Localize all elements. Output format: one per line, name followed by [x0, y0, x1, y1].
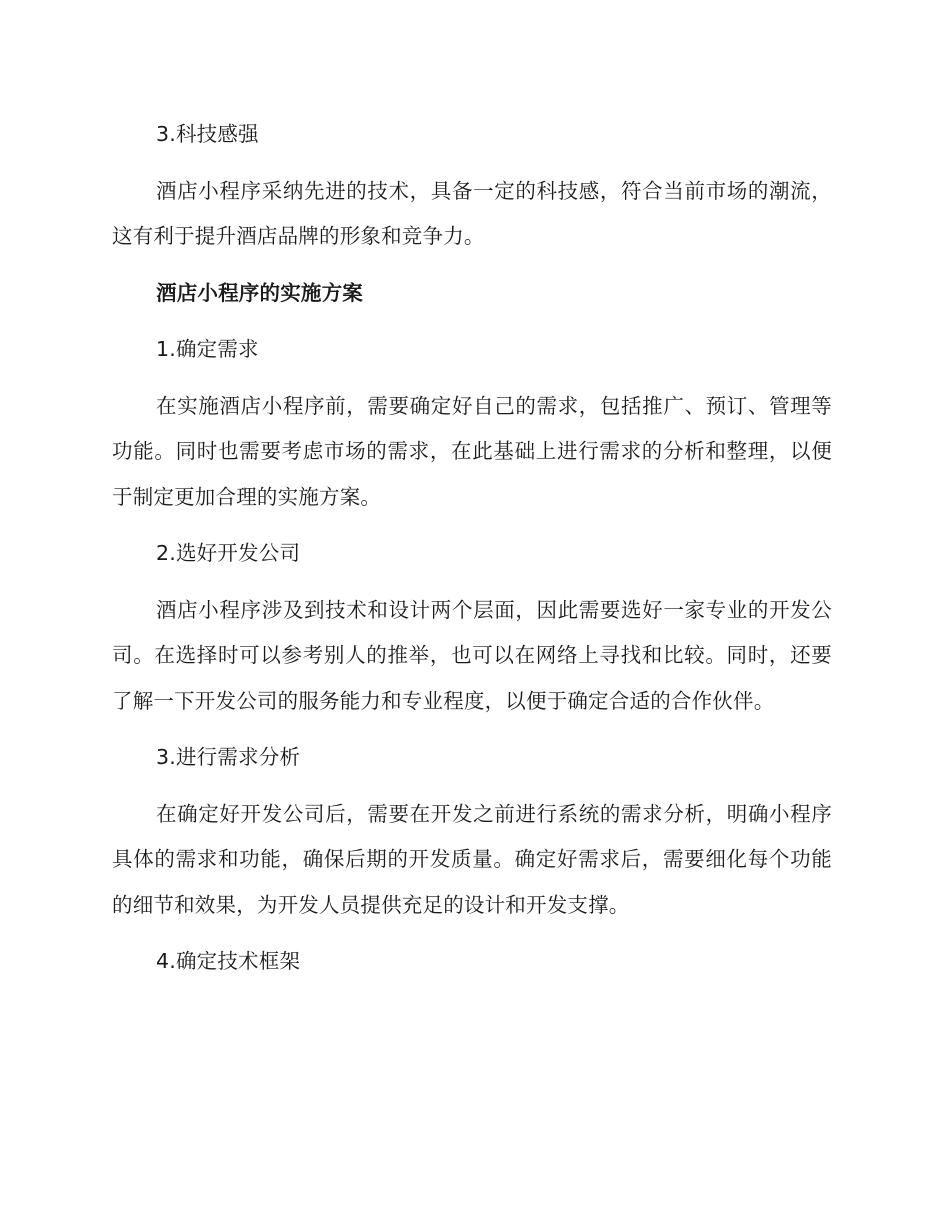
subheading-choose-developer: 2.选好开发公司: [156, 541, 301, 565]
paragraph-needs-analysis: 在确定好开发公司后，需要在开发之前进行系统的需求分析，明确小程序具体的需求和功能，确保后期的开发质量。确定好需求后，需要细化每个功能的细节和效果，为开发人员提供充足的设计和开发支撑。: [112, 801, 832, 917]
paragraph-tech-feel: 酒店小程序采纳先进的技术，具备一定的科技感，符合当前市场的潮流，这有利于提升酒店品牌的形象和竞争力。: [112, 178, 832, 248]
paragraph-determine-needs: 在实施酒店小程序前，需要确定好自己的需求，包括推广、预订、管理等功能。同时也需要考虑市场的需求，在此基础上进行需求的分析和整理，以便于制定更加合理的实施方案。: [112, 393, 832, 509]
subheading-tech-feel: 3.科技感强: [156, 122, 259, 146]
paragraph-choose-developer: 酒店小程序涉及到技术和设计两个层面，因此需要选好一家专业的开发公司。在选择时可以参考别人的推举，也可以在网络上寻找和比较。同时，还要了解一下开发公司的服务能力和专业程度，以便于确定合适的合作伙伴。: [112, 597, 832, 713]
subheading-needs-analysis: 3.进行需求分析: [156, 745, 301, 769]
document-body: [112, 112, 832, 996]
subheading-tech-framework: 4.确定技术框架: [156, 949, 301, 973]
section-title-implementation-plan: 酒店小程序的实施方案: [156, 280, 363, 305]
subheading-determine-needs: 1.确定需求: [156, 337, 259, 361]
